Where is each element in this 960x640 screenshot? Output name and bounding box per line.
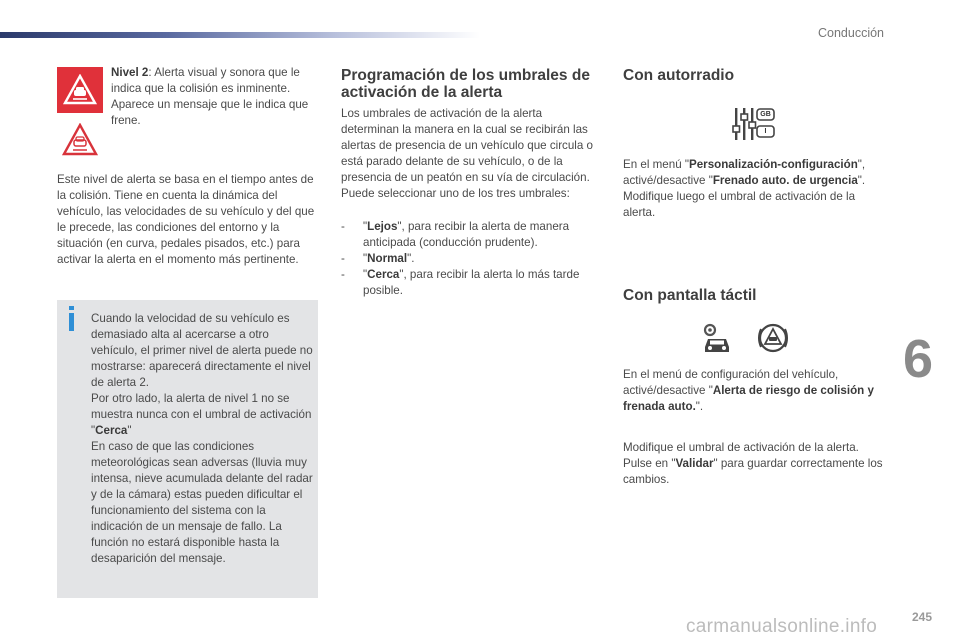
menu-pre: En el menú " [623, 158, 689, 171]
touchscreen-text [623, 367, 885, 415]
option-normal [341, 251, 603, 267]
collision-warning-outline-icon [57, 117, 103, 163]
info-part3: En caso de que las condiciones meteorológicas sean adversas (lluvia muy intensa, nieve acumulada delante del radar y de la cámara) estas pueden dificultar el funcionamiento del sistema con la indicación de un mensaje de fallo. La función no estará disponible hasta la desaparición del mensaje. [91, 440, 313, 565]
info-part2-post: " [127, 424, 132, 437]
toggle-pre: activé/desactive " [623, 174, 713, 187]
option-lejos-label: Lejos [367, 220, 398, 233]
icon-badge-i: I [764, 128, 767, 135]
option-normal-label: Normal [367, 252, 408, 265]
menu-personalizacion: Personalización-configuración [689, 158, 858, 171]
page-number: 245 [912, 610, 933, 624]
option-pre: " [363, 252, 368, 265]
info-part2-pre: Por otro lado, la alerta de nivel 1 no se muestra nunca con el umbral de activación " [91, 392, 312, 437]
option-post: ", para recibir la alerta de manera anticipada (conducción prudente). [363, 220, 570, 249]
option-post: ". [407, 252, 415, 265]
press-post: " para guardar correctamente los cambios. [623, 457, 883, 486]
option-pre: " [363, 220, 368, 233]
touch-menu-line: En el menú de configuración del vehículo, [623, 368, 839, 381]
option-post: ", para recibir la alerta lo más tarde posible. [363, 268, 580, 297]
validar-label: Validar [675, 457, 714, 470]
info-part2 [91, 391, 315, 439]
autoradio-menu-line [623, 157, 885, 173]
chapter-number: 6 [903, 329, 934, 389]
info-part1: Cuando la velocidad de su vehículo es demasiado alta al acercarse a otro vehículo, el primer nivel de alerta puede no mostrarse: aparecerá directamente el nivel de alerta 2. [91, 312, 313, 389]
autoradio-toggle-line [623, 173, 885, 189]
collision-alert-icon [755, 321, 791, 355]
option-pre: " [363, 268, 368, 281]
touchscreen-title: Con pantalla táctil [623, 287, 757, 304]
touchscreen-text-2 [623, 440, 885, 488]
threshold-intro [341, 106, 603, 202]
toggle-post: ". [857, 174, 866, 187]
settings-sliders-icon [732, 106, 776, 142]
option-dash: - [341, 268, 345, 281]
collision-warning-icon [57, 67, 103, 113]
option-lejos [341, 219, 603, 251]
level2-text: : Alerta visual y sonora que le indica que la colisión es inminente. Aparece un mensaje que le indica que frene. [111, 66, 309, 127]
section-title: Conducción [817, 26, 884, 40]
option-cerca-label: Cerca [367, 268, 400, 281]
threshold-options [341, 219, 603, 299]
level2-description [111, 65, 321, 129]
threshold-intro-text: Los umbrales de activación de la alerta determinan la manera en la cual se recibirán las alertas de presencia de un vehículo que circula o está parado delante de su vehículo, o de la presencia de un peatón en su vía de circulación. [341, 107, 593, 184]
touch-toggle-pre: activé/desactive " [623, 384, 713, 397]
threshold-title: Programación de los umbrales de activación de la alerta [341, 67, 590, 101]
watermark: carmanualsonline.info [686, 616, 878, 637]
level2-label: Nivel 2 [111, 66, 149, 79]
info-icon-bar [69, 313, 74, 331]
autoradio-text [623, 157, 885, 221]
touch-toggle-line [623, 383, 885, 415]
option-dash: - [341, 252, 345, 265]
option-cerca [341, 267, 603, 299]
header-gradient-bar [0, 32, 480, 38]
touch-modify-line: Modifique el umbral de activación de la alerta. [623, 441, 859, 454]
info-text [91, 311, 315, 567]
info-part2-bold: Cerca [95, 424, 128, 437]
touch-toggle-post: ". [695, 400, 704, 413]
autoradio-modify-line: Modifique luego el umbral de activación de la alerta. [623, 190, 856, 219]
option-dash: - [341, 220, 345, 233]
toggle-alerta-riesgo: Alerta de riesgo de colisión y frenada auto. [623, 384, 874, 413]
autoradio-title: Con autorradio [623, 67, 735, 84]
threshold-select-text: Puede seleccionar uno de los tres umbrales: [341, 187, 570, 200]
toggle-frenado-auto: Frenado auto. de urgencia [712, 174, 858, 187]
touch-press-line [623, 456, 885, 488]
info-icon [69, 306, 74, 310]
icon-badge-gb: GB [760, 111, 771, 118]
menu-post: ", [857, 158, 866, 171]
press-pre: Pulse en " [623, 457, 676, 470]
alert-basis-paragraph: Este nivel de alerta se basa en el tiempo antes de la colisión. Tiene en cuenta la dinámica del vehículo, las velocidades de su vehículo y del que le precede, las condiciones del entorno y la situación (en curva, pedales pisados, etc.) para activar la alerta en el momento más pertinente. [57, 173, 315, 266]
vehicle-settings-icon [699, 321, 733, 355]
